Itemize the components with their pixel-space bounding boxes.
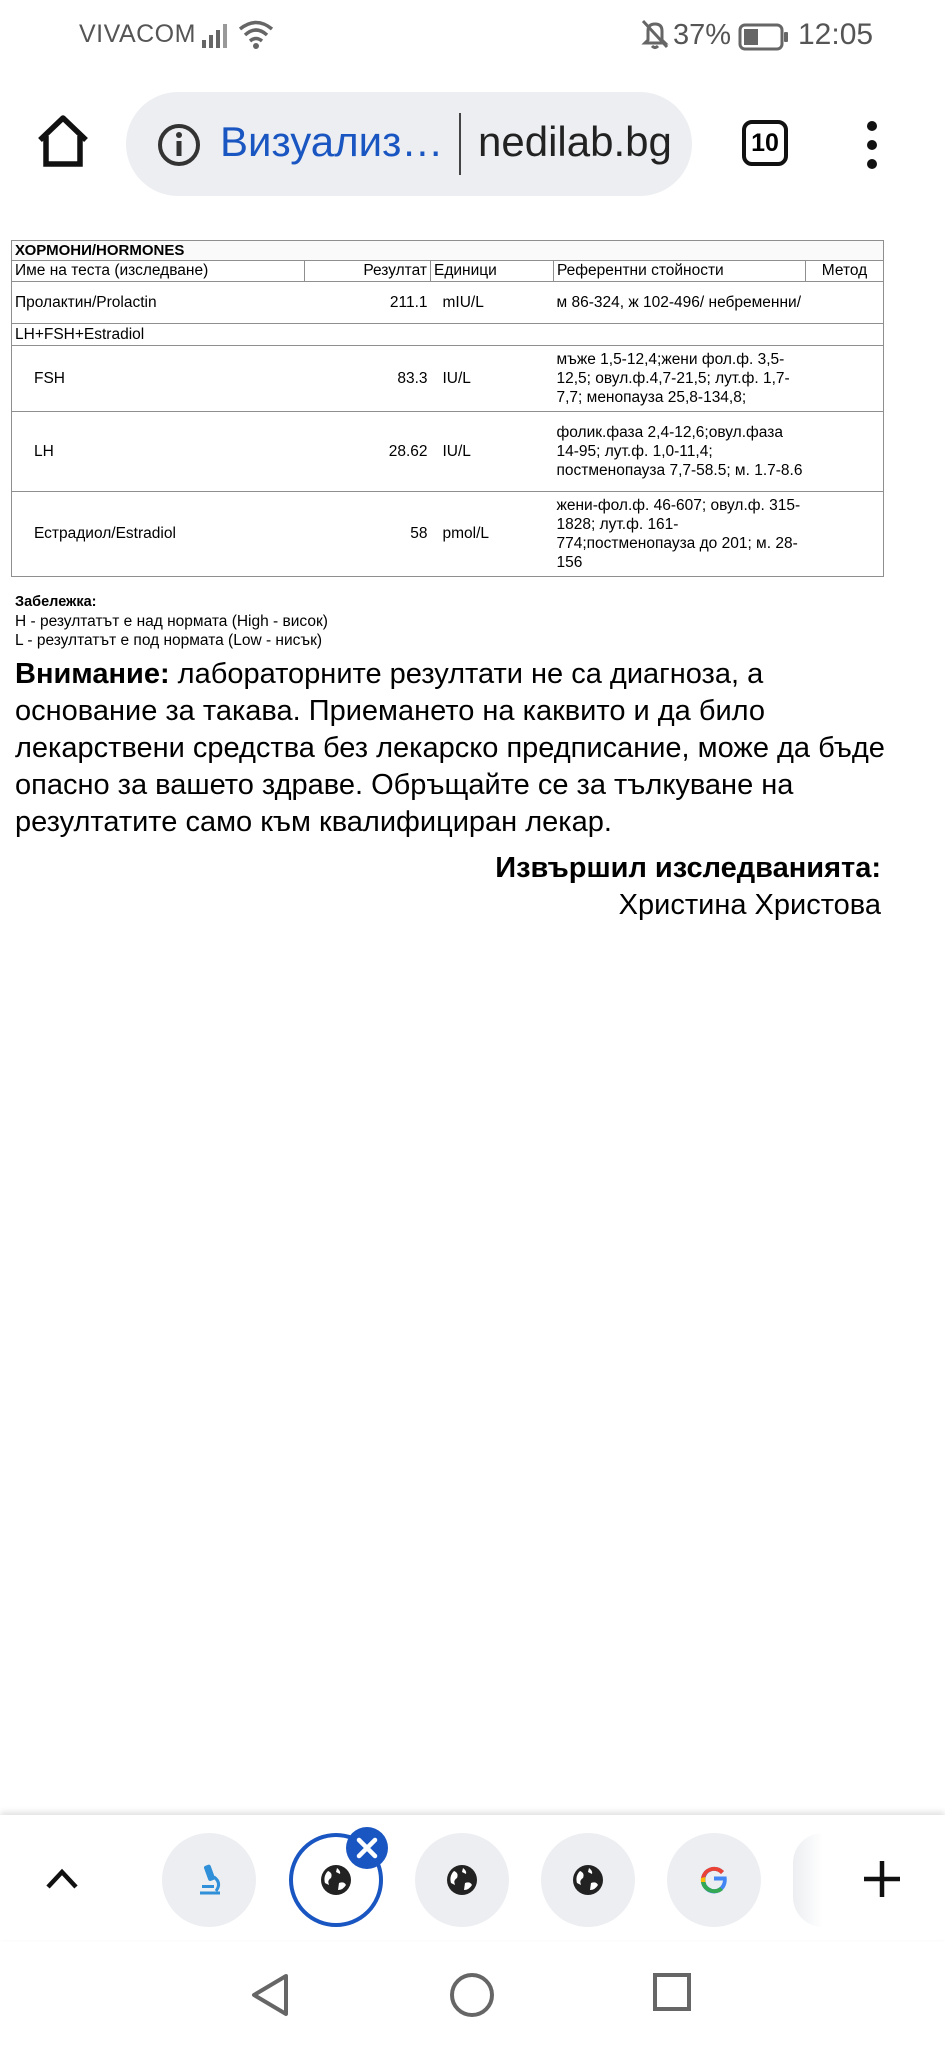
info-icon[interactable] xyxy=(156,122,202,168)
microscope-icon xyxy=(192,1863,226,1897)
test-reference: жени-фол.ф. 46-607; овул.ф. 315-1828; лут.ф. 161-774;постменопауза до 201; м. 28-156 xyxy=(554,492,806,577)
more-menu-icon[interactable] xyxy=(860,120,884,170)
note-title: Забележка: xyxy=(15,594,97,610)
tab-thumbnail-partial[interactable] xyxy=(793,1833,823,1927)
new-tab-icon[interactable] xyxy=(862,1859,902,1899)
home-circle-icon[interactable] xyxy=(449,1972,495,2018)
wifi-icon xyxy=(238,18,274,50)
system-nav-bar xyxy=(0,1942,945,2048)
tab-thumbnail[interactable] xyxy=(541,1833,635,1927)
disclaimer-text: лабораторните резултати не са диагноза, а основание за такава. Приемането на каквито и да било лекарствени средства без лекарско предписание, може да бъде опасно за вашето здраве. Обръщайте се за тълкуване на резултатите само към квалифициран лекар. xyxy=(15,658,885,838)
disclaimer-label: Внимание: xyxy=(15,658,170,690)
page-title: Визуализ… xyxy=(220,118,444,165)
test-reference: фолик.фаза 2,4-12,6;овул.фаза 14-95; лут.ф. 1,0-11,4; постменопауза 7,7-58.5; м. 1.7-8.6 xyxy=(554,412,806,492)
test-name: LH xyxy=(12,412,305,492)
test-result: 83.3 xyxy=(305,346,431,412)
url-bar[interactable] xyxy=(126,92,692,196)
test-name: Пролактин/Prolactin xyxy=(12,282,305,324)
battery-percent: 37% xyxy=(673,19,732,51)
test-result: 58 xyxy=(305,492,431,577)
tab-thumbnail[interactable] xyxy=(162,1833,256,1927)
test-reference: м 86-324, ж 102-496/ небременни/ xyxy=(554,282,806,324)
globe-icon xyxy=(445,1863,479,1897)
test-name: FSH xyxy=(12,346,305,412)
test-result: 28.62 xyxy=(305,412,431,492)
performed-by-label: Извършил изследванията: xyxy=(495,852,881,884)
results-table xyxy=(11,240,884,577)
bell-muted-icon xyxy=(640,18,670,50)
carrier-name: VIVACOM xyxy=(79,20,196,48)
test-units: IU/L xyxy=(431,412,554,492)
url-separator xyxy=(459,113,461,175)
home-icon[interactable] xyxy=(34,112,92,170)
recent-apps-icon[interactable] xyxy=(652,1972,692,2012)
legend-note xyxy=(15,592,328,650)
table-row xyxy=(12,412,884,492)
note-low: L - резултатът е под нормата (Low - нисък) xyxy=(15,632,323,649)
disclaimer xyxy=(15,656,885,841)
status-bar xyxy=(0,0,945,72)
signal-icon xyxy=(202,20,232,48)
table-row xyxy=(12,282,884,324)
tab-thumbnail[interactable] xyxy=(415,1833,509,1927)
test-reference: мъже 1,5-12,4;жени фол.ф. 3,5-12,5; овул.ф.4,7-21,5; лут.ф. 1,7-7,7; менопауза 25,8-134,8; xyxy=(554,346,806,412)
tab-strip xyxy=(0,1815,945,1940)
test-units: pmol/L xyxy=(431,492,554,577)
table-row xyxy=(12,346,884,412)
col-header-result: Резултат xyxy=(305,261,431,282)
group-name: LH+FSH+Estradiol xyxy=(12,324,884,346)
close-tab-button[interactable] xyxy=(346,1827,388,1869)
test-units: mIU/L xyxy=(431,282,554,324)
tab-switcher-button[interactable]: 10 xyxy=(742,120,788,166)
close-icon xyxy=(346,1827,388,1869)
table-row-group xyxy=(12,324,884,346)
battery-icon xyxy=(738,23,790,51)
globe-icon xyxy=(571,1863,605,1897)
table-row xyxy=(12,492,884,577)
test-method xyxy=(806,412,884,492)
chevron-up-icon[interactable] xyxy=(44,1863,80,1893)
col-header-reference: Референтни стойности xyxy=(554,261,806,282)
test-method xyxy=(806,282,884,324)
clock: 12:05 xyxy=(798,18,874,51)
test-result: 211.1 xyxy=(305,282,431,324)
performed-by xyxy=(495,850,881,924)
section-header xyxy=(12,241,884,261)
test-units: IU/L xyxy=(431,346,554,412)
test-name: Естрадиол/Estradiol xyxy=(12,492,305,577)
column-headers xyxy=(12,261,884,282)
tab-thumbnail[interactable] xyxy=(667,1833,761,1927)
test-method xyxy=(806,492,884,577)
col-header-units: Единици xyxy=(431,261,554,282)
col-header-method: Метод xyxy=(806,261,884,282)
note-high: H - резултатът е над нормата (High - висок) xyxy=(15,613,328,630)
section-title: ХОРМОНИ/HORMONES xyxy=(12,241,884,261)
back-icon[interactable] xyxy=(248,1972,292,2018)
col-header-name: Име на теста (изследване) xyxy=(12,261,305,282)
google-icon xyxy=(697,1863,731,1897)
test-method xyxy=(806,346,884,412)
url-domain: nedilab.bg xyxy=(478,118,672,165)
performed-by-name: Христина Христова xyxy=(618,889,881,921)
